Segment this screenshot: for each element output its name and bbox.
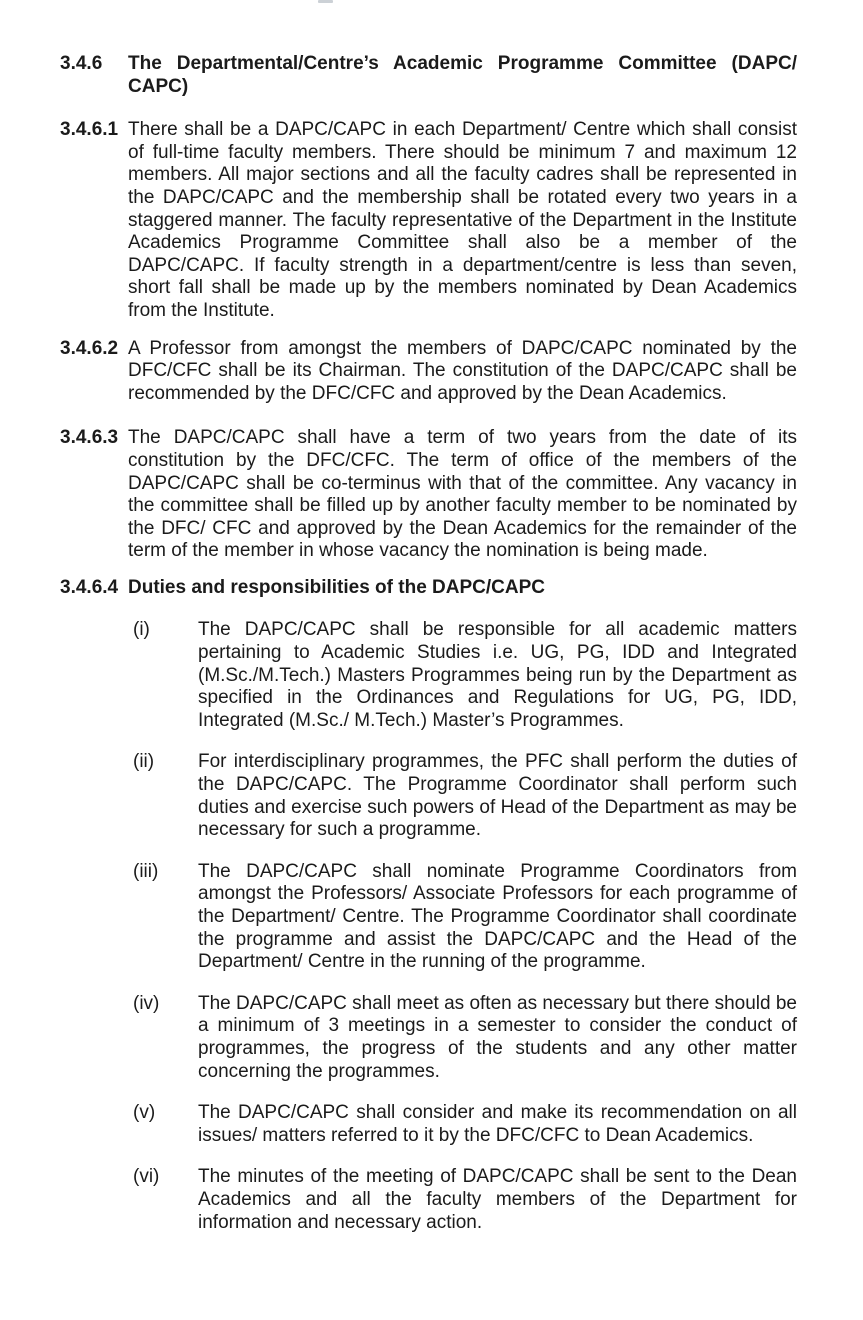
section-paragraph-text: There shall be a DAPC/CAPC in each Department/ Centre which shall consist of full-time faculty members. There should be minimum 7 and maximum 12 members. All major sections and all the faculty cadres shall be represented in the DAPC/CAPC and the membership shall be rotated every two years in a staggered manner. The faculty representative of the Department in the Institute Academics Programme Committee shall also be a member of the DAPC/CAPC. If faculty strength in a department/centre is less than seven, short fall shall be made up by the members nominated by Dean Academics from the Institute. [128,119,797,321]
duty-item-iv [133,992,797,1083]
duty-marker: (iii) [133,860,159,882]
section-paragraph-text: A Professor from amongst the members of DAPC/CAPC nominated by the DFC/CFC shall be its Chairman. The constitution of the DAPC/CAPC shall be recommended by the DFC/CFC and approved by the Dean Academics. [128,337,797,404]
duty-item-v [133,1102,797,1147]
section-number: 3.4.6.4 [60,576,119,598]
section-number: 3.4.6 [60,53,103,74]
section-number: 3.4.6.3 [60,427,119,449]
section-heading-text: The Departmental/Centre’s Academic Programme Committee (DAPC/ CAPC) [128,53,797,97]
section-number: 3.4.6.2 [60,337,119,359]
section-number: 3.4.6.1 [60,119,119,141]
duty-item-ii [133,751,797,841]
section-3-4-6 [60,53,797,98]
duty-item-vi [133,1166,797,1234]
scan-artifact-mark [318,0,333,3]
duty-text: The DAPC/CAPC shall consider and make its recommendation on all issues/ matters referred to it by the DFC/CFC to Dean Academics. [198,1102,797,1146]
duty-item-iii [133,860,797,974]
duty-marker: (iv) [133,992,160,1014]
duty-marker: (vi) [133,1166,160,1188]
duty-marker: (v) [133,1102,156,1124]
duty-text: The DAPC/CAPC shall meet as often as necessary but there should be a minimum of 3 meetings in a semester to consider the conduct of programmes, the progress of the students and any other matter concerning the programmes. [198,992,797,1082]
duty-marker: (i) [133,619,150,641]
duty-text: The DAPC/CAPC shall nominate Programme Coordinators from amongst the Professors/ Associate Professors for each programme of the Department/ Centre. The Programme Coordinator shall coordinate the programme and assist the DAPC/CAPC and the Head of the Department/ Centre in the running of the programme. [198,860,797,973]
section-3-4-6-2 [60,337,797,406]
duty-marker: (ii) [133,751,155,773]
duty-text: The minutes of the meeting of DAPC/CAPC shall be sent to the Dean Academics and all the faculty members of the Department for information and necessary action. [198,1166,797,1233]
section-3-4-6-3 [60,427,797,563]
section-3-4-6-1 [60,119,797,322]
section-3-4-6-4 [60,576,797,600]
section-heading-text: Duties and responsibilities of the DAPC/CAPC [128,576,545,598]
duty-text: The DAPC/CAPC shall be responsible for all academic matters pertaining to Academic Studies i.e. UG, PG, IDD and Integrated (M.Sc./M.Tech.) Masters Programmes being run by the Department as specified in the Ordinances and Regulations for UG, PG, IDD, Integrated (M.Sc./ M.Tech.) Master’s Programmes. [198,619,797,731]
duty-item-i [133,619,797,732]
section-paragraph-text: The DAPC/CAPC shall have a term of two years from the date of its constitution by the DFC/CFC. The term of office of the members of the DAPC/CAPC shall be co-terminus with that of the committee. Any vacancy in the committee shall be filled up by another faculty member to be nominated by the DFC/ CFC and approved by the Dean Academics for the remainder of the term of the member in whose vacancy the nomination is being made. [128,427,797,562]
duty-text: For interdisciplinary programmes, the PFC shall perform the duties of the DAPC/CAPC. The Programme Coordinator shall perform such duties and exercise such powers of Head of the Department as may be necessary for such a programme. [198,751,797,841]
